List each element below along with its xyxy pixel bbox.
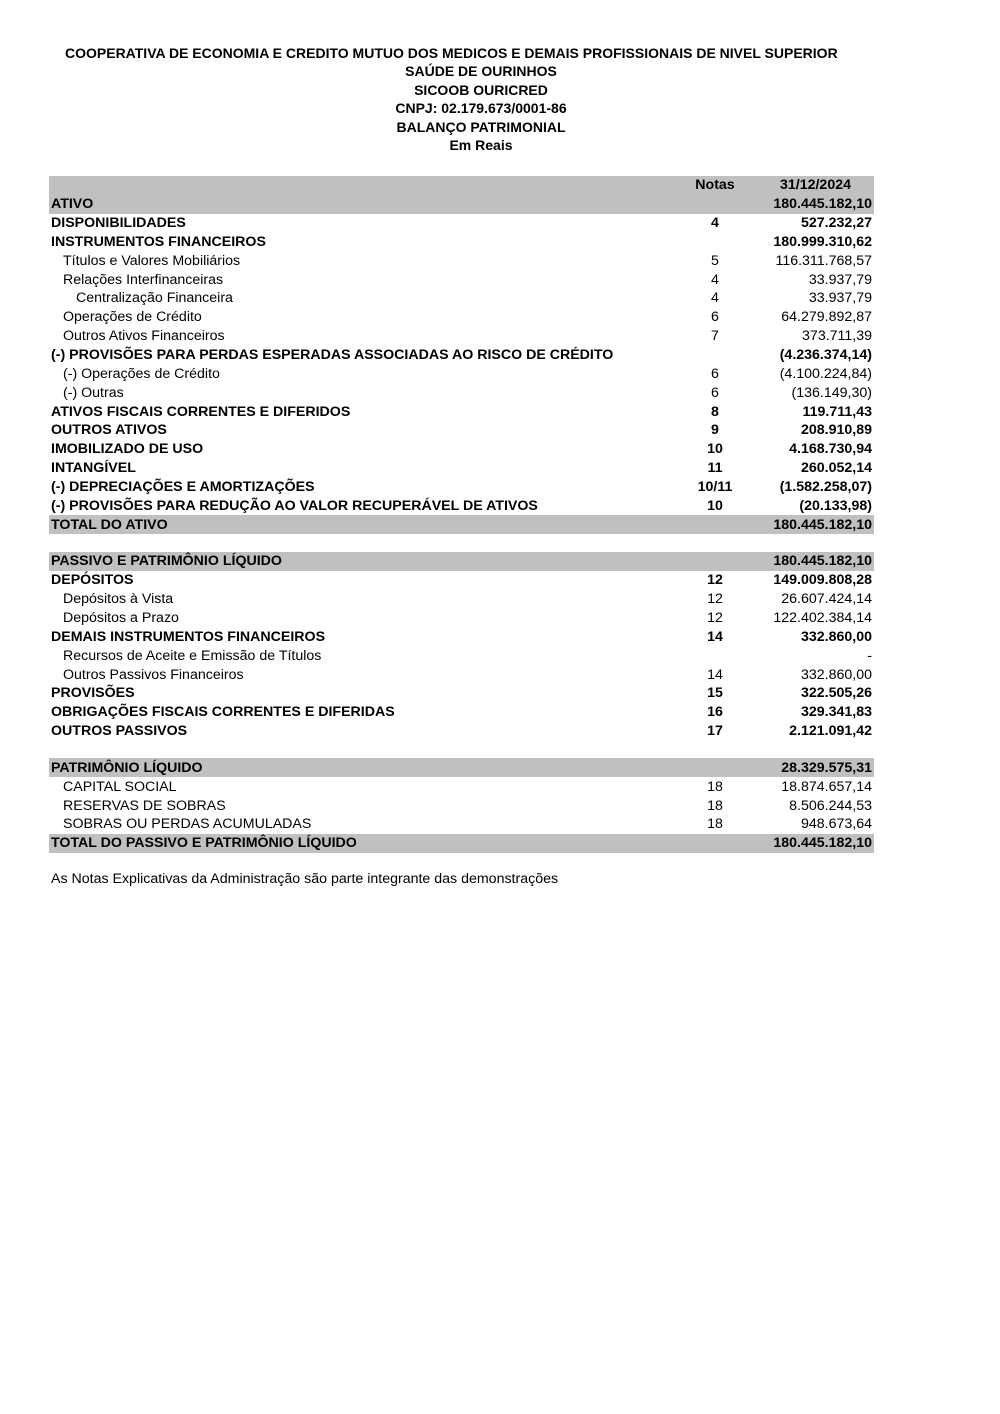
table-row — [49, 609, 874, 628]
row-label: OUTROS ATIVOS — [51, 422, 167, 439]
table-row — [49, 214, 874, 233]
row-note — [673, 646, 757, 665]
table-row — [49, 646, 874, 665]
row-label: Outros Ativos Financeiros — [63, 328, 225, 345]
row-value: 373.711,39 — [802, 328, 872, 345]
row-label: PASSIVO E PATRIMÔNIO LÍQUIDO — [49, 552, 673, 571]
row-value: 948.673,64 — [800, 816, 872, 833]
table-row — [49, 515, 874, 534]
row-value: 180.445.182,10 — [757, 195, 874, 214]
table-row — [49, 195, 874, 214]
balance-sheet-table — [49, 176, 874, 853]
table-row — [49, 684, 874, 703]
row-note: 10/11 — [697, 478, 733, 495]
row-label: DISPONIBILIDADES — [51, 215, 186, 232]
row-label — [49, 740, 673, 758]
row-value: 332.860,00 — [800, 666, 872, 683]
company-name: COOPERATIVA DE ECONOMIA E CREDITO MUTUO DOS MEDICOS E DEMAIS PROFISSIONAIS DE NIVEL SUPERIOR — [65, 45, 838, 61]
row-value: (1.582.258,07) — [779, 478, 872, 495]
row-note: 6 — [711, 384, 719, 401]
row-value: 4.168.730,94 — [789, 441, 872, 458]
row-note: 17 — [707, 723, 723, 740]
row-note — [673, 233, 757, 252]
row-note: 12 — [707, 591, 723, 608]
row-label: Recursos de Aceite e Emissão de Títulos — [63, 647, 322, 664]
brand-name: SICOOB OURICRED — [414, 81, 548, 98]
row-label: Títulos e Valores Mobiliários — [63, 252, 241, 269]
row-value: 119.711,43 — [802, 403, 872, 420]
table-row — [49, 364, 874, 383]
row-label: OBRIGAÇÕES FISCAIS CORRENTES E DIFERIDAS — [51, 704, 395, 721]
company-city: SAÚDE DE OURINHOS — [405, 63, 557, 80]
row-note: 5 — [711, 252, 719, 269]
table-row — [49, 815, 874, 834]
footer-note: As Notas Explicativas da Administração são parte integrante das demonstrações — [51, 871, 559, 887]
document-header — [0, 44, 1000, 154]
row-value: 33.937,79 — [808, 290, 872, 307]
row-value: 26.607.424,14 — [781, 591, 872, 608]
row-value — [757, 740, 874, 758]
row-label: Depósitos à Vista — [63, 591, 174, 608]
row-note — [673, 346, 757, 365]
row-note: 12 — [707, 609, 723, 626]
notes-column-header: Notas — [673, 176, 757, 195]
document-title: BALANÇO PATRIMONIAL — [396, 118, 566, 135]
row-value — [757, 534, 874, 552]
row-note: 8 — [711, 403, 719, 420]
row-value: (136.149,30) — [791, 384, 872, 401]
row-label: Operações de Crédito — [63, 309, 202, 326]
row-value: 180.445.182,10 — [757, 834, 874, 853]
row-label: Centralização Financeira — [76, 290, 233, 307]
row-value: 116.311.768,57 — [775, 252, 872, 269]
row-note: 7 — [711, 328, 719, 345]
row-label: TOTAL DO ATIVO — [49, 515, 673, 534]
row-value: 2.121.091,42 — [789, 723, 872, 740]
row-label — [49, 534, 673, 552]
row-label: Relações Interfinanceiras — [63, 271, 224, 288]
row-note: 18 — [707, 797, 723, 814]
date-column-header: 31/12/2024 — [757, 176, 874, 195]
table-row — [49, 440, 874, 459]
table-row — [49, 270, 874, 289]
row-label: OUTROS PASSIVOS — [51, 723, 188, 740]
row-value: 332.860,00 — [800, 628, 872, 645]
row-value: 527.232,27 — [800, 215, 872, 232]
row-note — [673, 195, 757, 214]
row-label: IMOBILIZADO DE USO — [51, 441, 204, 458]
row-label: (-) PROVISÕES PARA REDUÇÃO AO VALOR RECUPERÁVEL DE ATIVOS — [51, 497, 538, 514]
table-row — [49, 834, 874, 853]
row-label: PATRIMÔNIO LÍQUIDO — [49, 758, 673, 777]
table-row — [49, 402, 874, 421]
row-value: 322.505,26 — [800, 685, 872, 702]
row-value: 149.009.808,28 — [773, 572, 872, 589]
table-row — [49, 777, 874, 796]
row-label: (-) PROVISÕES PARA PERDAS ESPERADAS ASSOCIADAS AO RISCO DE CRÉDITO — [51, 347, 614, 364]
row-label: CAPITAL SOCIAL — [63, 778, 177, 795]
row-note: 10 — [707, 441, 723, 458]
row-value: 18.874.657,14 — [781, 778, 872, 795]
row-note: 14 — [707, 628, 723, 645]
table-row — [49, 346, 874, 365]
row-note: 10 — [707, 497, 723, 514]
row-note — [673, 515, 757, 534]
row-label: (-) Outras — [63, 384, 124, 401]
row-label: DEMAIS INSTRUMENTOS FINANCEIROS — [51, 628, 326, 645]
row-label: (-) DEPRECIAÇÕES E AMORTIZAÇÕES — [51, 478, 315, 495]
table-row — [49, 590, 874, 609]
row-note: 6 — [711, 309, 719, 326]
row-note: 11 — [707, 460, 723, 477]
row-note: 18 — [707, 778, 723, 795]
table-row — [49, 552, 874, 571]
row-value: 8.506.244,53 — [789, 797, 872, 814]
row-value: 208.910,89 — [800, 422, 872, 439]
row-note — [673, 552, 757, 571]
row-note: 4 — [711, 271, 719, 288]
table-row — [49, 758, 874, 777]
table-row — [49, 571, 874, 590]
row-label: DEPÓSITOS — [51, 572, 134, 589]
table-row — [49, 383, 874, 402]
row-note — [673, 534, 757, 552]
row-note: 15 — [707, 685, 723, 702]
row-value: 122.402.384,14 — [773, 609, 872, 626]
table-row — [49, 722, 874, 741]
row-note — [673, 834, 757, 853]
row-note — [673, 740, 757, 758]
table-row — [49, 496, 874, 515]
table-row — [49, 703, 874, 722]
table-row — [49, 627, 874, 646]
row-value: (4.236.374,14) — [779, 347, 872, 364]
table-header-row — [49, 176, 874, 195]
table-row — [49, 327, 874, 346]
row-value: 28.329.575,31 — [757, 758, 874, 777]
row-label: Depósitos a Prazo — [63, 609, 179, 626]
row-note: 4 — [711, 290, 719, 307]
table-row — [49, 308, 874, 327]
table-row — [49, 796, 874, 815]
row-label: ATIVO — [49, 195, 673, 214]
currency-note: Em Reais — [449, 137, 513, 154]
row-label: INSTRUMENTOS FINANCEIROS — [51, 233, 266, 250]
row-note: 16 — [707, 704, 723, 721]
row-label: ATIVOS FISCAIS CORRENTES E DIFERIDOS — [51, 403, 351, 420]
row-value: - — [867, 647, 872, 664]
row-value: 260.052,14 — [800, 460, 872, 477]
table-row — [49, 251, 874, 270]
table-row — [49, 421, 874, 440]
row-label: PROVISÕES — [51, 685, 135, 702]
row-note: 9 — [711, 422, 719, 439]
spacer-row — [49, 534, 874, 552]
table-row — [49, 233, 874, 252]
table-row — [49, 289, 874, 308]
row-label: INTANGÍVEL — [51, 460, 136, 477]
row-note: 12 — [707, 572, 723, 589]
row-label: SOBRAS OU PERDAS ACUMULADAS — [63, 816, 312, 833]
table-row — [49, 665, 874, 684]
row-value: (4.100.224,84) — [779, 365, 872, 382]
row-value: 33.937,79 — [808, 271, 872, 288]
row-value: 180.999.310,62 — [773, 233, 872, 250]
row-label: Outros Passivos Financeiros — [63, 666, 244, 683]
table-row — [49, 478, 874, 497]
row-value: 64.279.892,87 — [781, 309, 872, 326]
row-label: (-) Operações de Crédito — [63, 365, 220, 382]
spacer-row — [49, 740, 874, 758]
row-value: 329.341,83 — [800, 704, 872, 721]
row-note: 4 — [711, 215, 719, 232]
row-note: 6 — [711, 365, 719, 382]
row-note — [673, 758, 757, 777]
cnpj: CNPJ: 02.179.673/0001-86 — [395, 100, 567, 117]
table-row — [49, 459, 874, 478]
row-note: 18 — [707, 816, 723, 833]
row-note: 14 — [707, 666, 723, 683]
row-value: 180.445.182,10 — [757, 515, 874, 534]
row-label: RESERVAS DE SOBRAS — [63, 797, 226, 814]
row-label: TOTAL DO PASSIVO E PATRIMÔNIO LÍQUIDO — [49, 834, 673, 853]
row-value: 180.445.182,10 — [757, 552, 874, 571]
row-value: (20.133,98) — [799, 497, 872, 514]
